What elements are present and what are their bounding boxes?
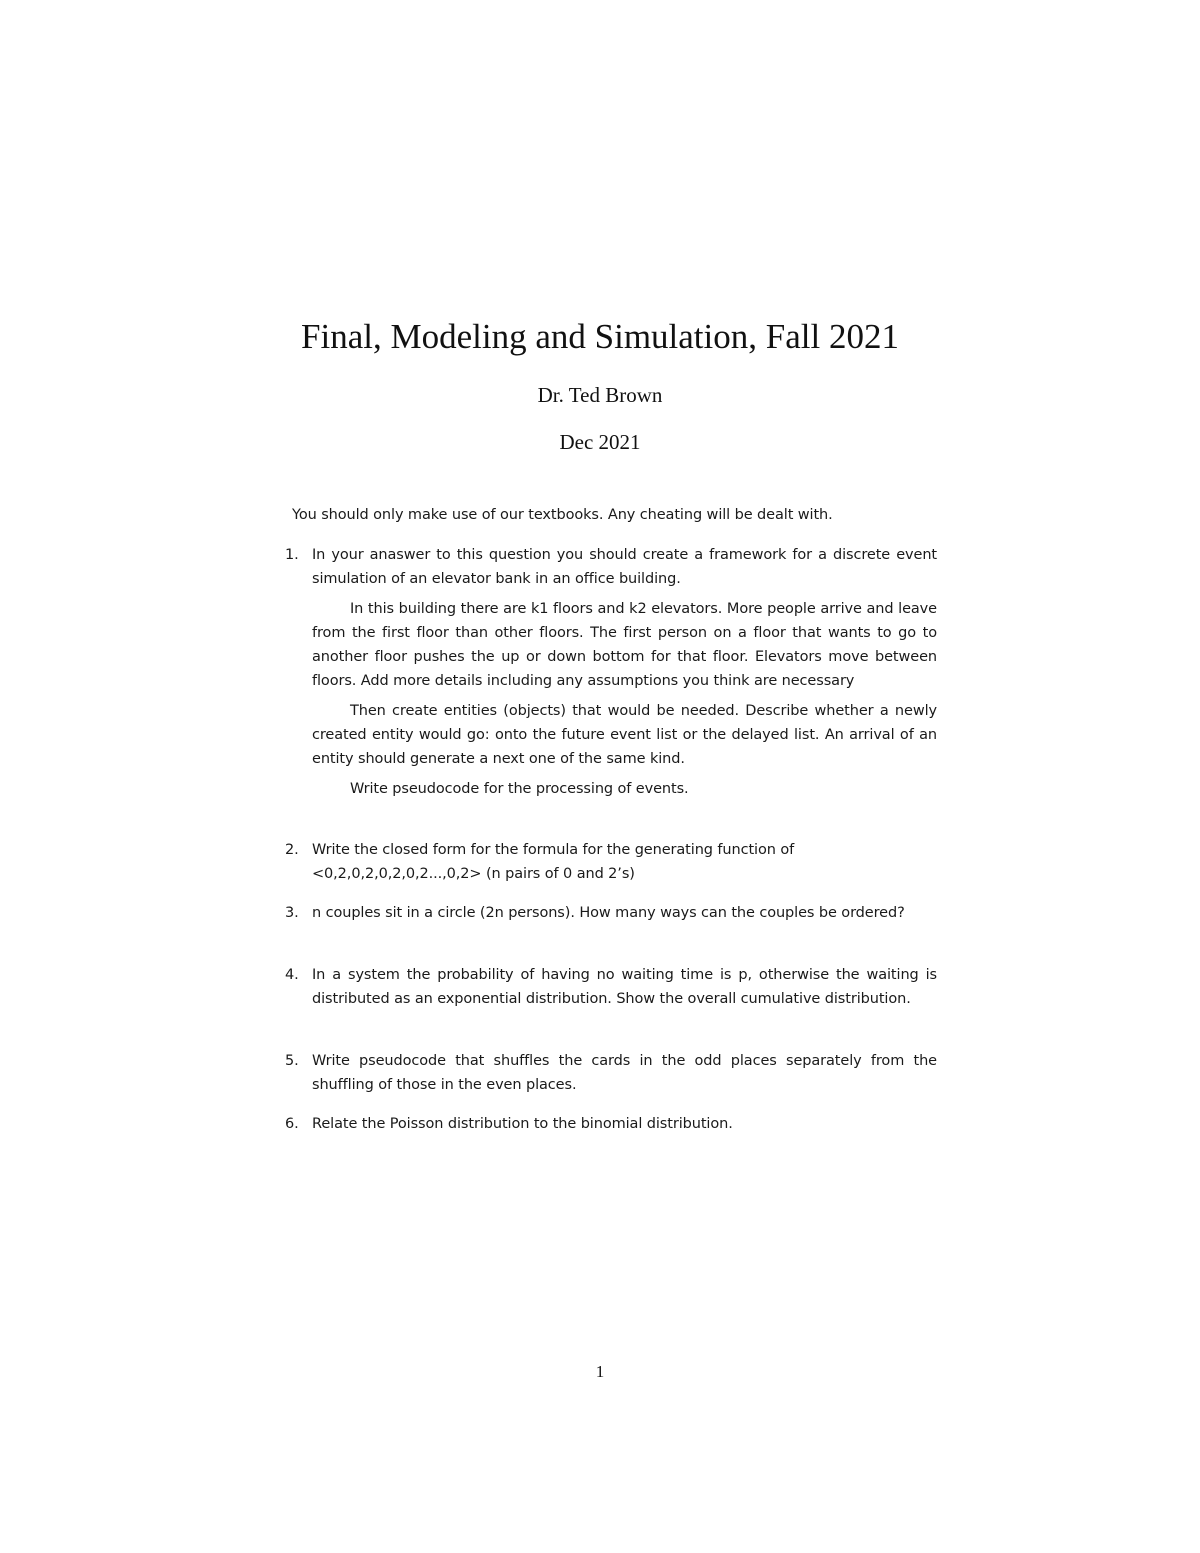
question-number: 4. xyxy=(285,967,299,983)
question-paragraph: Relate the Poisson distribution to the binomial distribution. xyxy=(312,1116,733,1132)
question-number: 6. xyxy=(285,1116,299,1132)
question-2 xyxy=(285,838,941,886)
question-paragraph: Then create entities (objects) that would be needed. Describe whether a newly created entity would go: onto the future event list or the delayed list. An arrival of an entity should generate a next one of the same kind. xyxy=(312,703,937,767)
exam-instructions: You should only make use of our textbooks. Any cheating will be dealt with. xyxy=(292,507,833,523)
question-paragraph: Write pseudocode that shuffles the cards in the odd places separately from the shuffling of those in the even places. xyxy=(312,1053,937,1093)
question-paragraph: In this building there are k1 floors and k2 elevators. More people arrive and leave from the first floor than other floors. The first person on a floor that wants to go to another floor pushes the up or down bottom for that floor. Elevators move between floors. Add more details including any assumptions you think are necessary xyxy=(312,601,937,689)
question-paragraph: Write pseudocode for the processing of events. xyxy=(350,781,689,797)
question-paragraph: Write the closed form for the formula for the generating function of <0,2,0,2,0,2,0,2...,0,2> (n pairs of 0 and 2’s) xyxy=(312,842,795,882)
question-6 xyxy=(285,1112,941,1136)
document-title: Final, Modeling and Simulation, Fall 2021 xyxy=(301,317,899,356)
question-3 xyxy=(285,901,941,925)
author-name: Dr. Ted Brown xyxy=(537,383,663,407)
question-number: 5. xyxy=(285,1053,299,1069)
document-date: Dec 2021 xyxy=(559,430,641,454)
question-number: 3. xyxy=(285,905,299,921)
page-number: 1 xyxy=(595,1362,605,1381)
question-number: 2. xyxy=(285,842,299,858)
question-4 xyxy=(285,963,941,1011)
question-1 xyxy=(285,543,941,801)
question-paragraph: In your anaswer to this question you should create a framework for a discrete event simulation of an elevator bank in an office building. xyxy=(312,547,937,587)
question-paragraph: n couples sit in a circle (2n persons). How many ways can the couples be ordered? xyxy=(312,905,905,921)
question-5 xyxy=(285,1049,941,1097)
question-number: 1. xyxy=(285,547,299,563)
question-paragraph: In a system the probability of having no waiting time is p, otherwise the waiting is distributed as an exponential distribution. Show the overall cumulative distribution. xyxy=(312,967,937,1007)
